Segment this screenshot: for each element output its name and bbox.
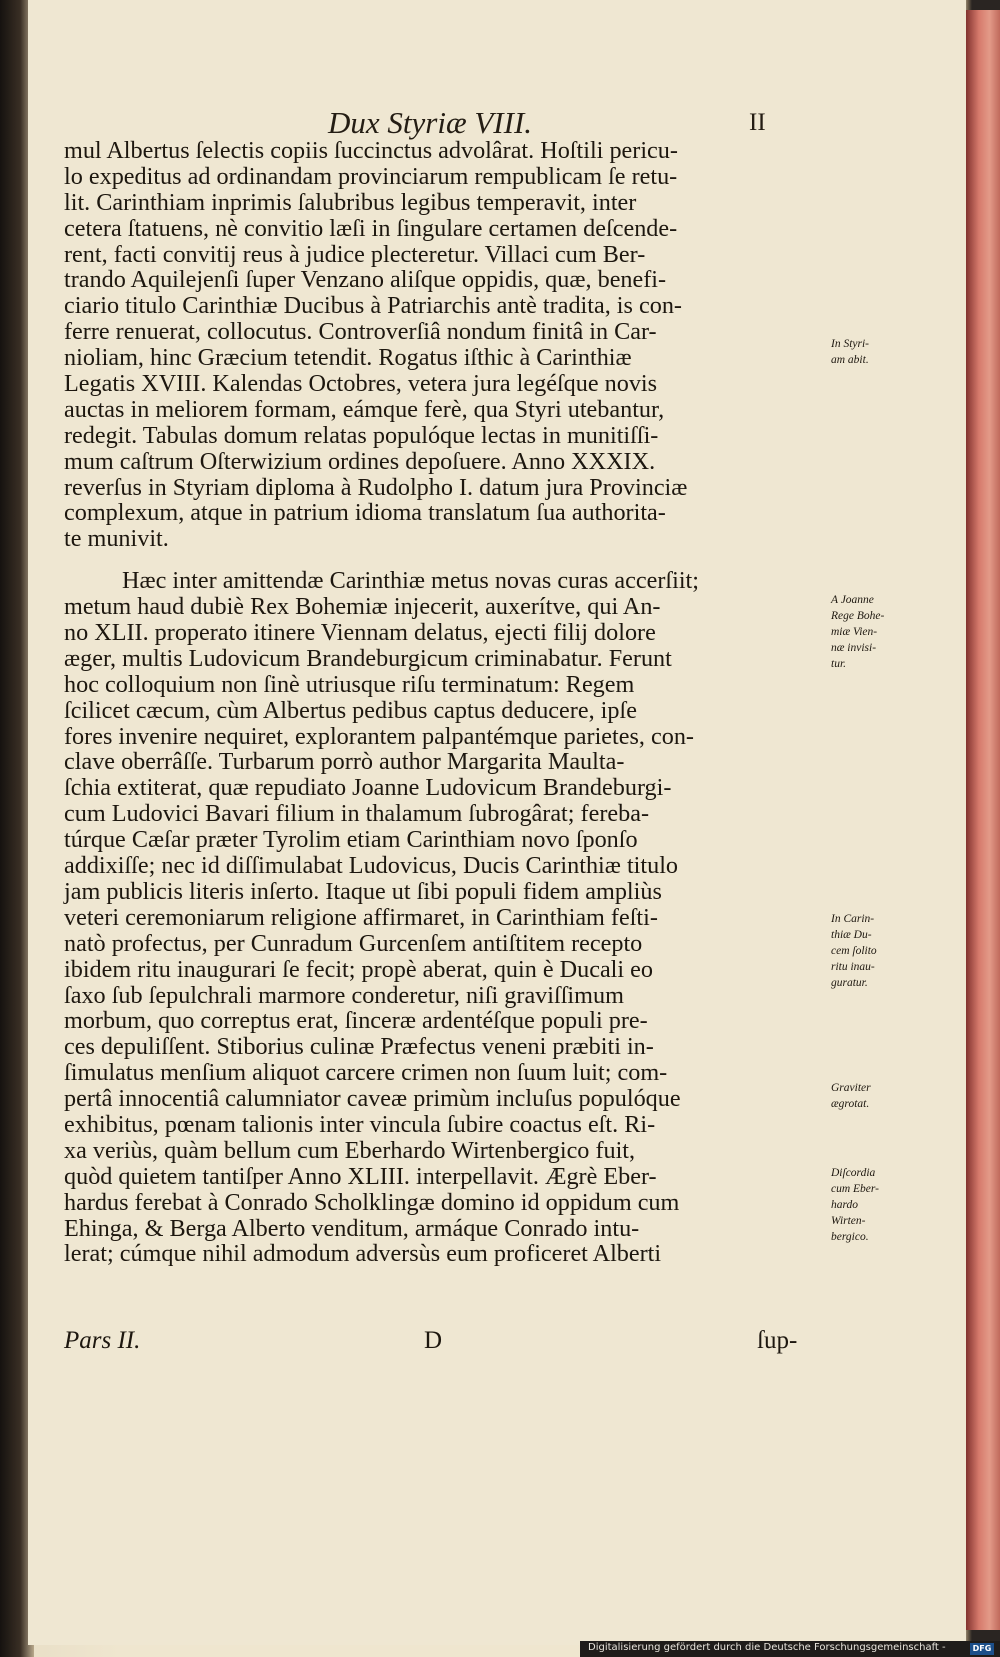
- margin-note-styria: [831, 336, 869, 368]
- note-line: miæ Vien-: [831, 626, 878, 638]
- digitization-credit-text: Digitalisierung gefördert durch die Deutsche Forschungsgemeinschaft -: [588, 1642, 946, 1653]
- text-line: mum caſtrum Oſterwizium ordines depoſuere. Anno XXXIX.: [64, 447, 656, 475]
- text-line: lo expeditus ad ordinandam provinciarum rempublicam ſe retu-: [64, 162, 678, 190]
- dfg-logo: DFG: [970, 1643, 994, 1655]
- text-line: ferre renuerat, collocutus. Controverſiâ nondum finitâ in Car-: [64, 318, 657, 346]
- note-line: Rege Bohe-: [831, 610, 885, 622]
- text-line: túrque Cæſar præter Tyrolim etiam Carinthiam novo ſponſo: [64, 826, 638, 854]
- text-line: reverſus in Styriam diploma à Rudolpho I. datum jura Provinciæ: [64, 473, 688, 501]
- text-line: addixiſſe; nec id diſſimulabat Ludovicus, Ducis Carinthiæ titulo: [64, 852, 679, 880]
- note-line: ægrotat.: [831, 1098, 870, 1110]
- margin-note-aegrotat: [831, 1080, 871, 1112]
- text-line: ciario titulo Carinthiæ Ducibus à Patriarchis antè tradita, is con-: [64, 292, 682, 320]
- text-line: natò profectus, per Cunradum Gurcenſem antiſtitem recepto: [64, 929, 643, 957]
- text-line: ſchia extiterat, quæ repudiato Joanne Ludovicum Brandeburgi-: [64, 774, 672, 802]
- body-text: [64, 137, 885, 1268]
- catchword: ſup-: [757, 1327, 798, 1354]
- note-line: am abit.: [831, 354, 869, 366]
- note-line: Wirten-: [831, 1215, 866, 1227]
- text-line: redegit. Tabulas domum relatas populóque lectas in munitiſſi-: [64, 421, 659, 449]
- text-line: æger, multis Ludovicum Brandeburgicum criminabatur. Ferunt: [64, 644, 672, 672]
- text-line: jam publicis literis inſerto. Itaque ut ſibi populi fidem ampliùs: [64, 877, 662, 905]
- book-page: [28, 0, 966, 1645]
- note-line: guratur.: [831, 977, 868, 989]
- text-line: ſcilicet cæcum, cùm Albertus pedibus captus deducere, ipſe: [64, 696, 637, 724]
- text-line: nioliam, hinc Græcium tetendit. Rogatus iſthic à Carinthiæ: [64, 344, 632, 372]
- text-line: ces depuliſſent. Stiborius culinæ Præfectus veneni præbiti in-: [64, 1033, 654, 1061]
- red-page-edge: [965, 10, 1000, 1630]
- text-line: no XLII. properato itinere Viennam delatus, ejecti filij dolore: [64, 619, 656, 647]
- paragraph-gap: [64, 552, 796, 568]
- part-label: Pars II.: [64, 1327, 141, 1354]
- running-title: Dux Styriæ VIII.: [328, 105, 533, 140]
- text-line: hoc colloquium non ſinè utriusque riſu terminatum: Regem: [64, 670, 635, 698]
- running-header: [28, 105, 788, 139]
- text-line: ſaxo ſub ſepulchrali marmore conderetur, niſi graviſſimum: [64, 981, 624, 1009]
- facing-page-bleed: [28, 150, 48, 690]
- note-line: In Carin-: [831, 913, 875, 925]
- text-line: auctas in meliorem formam, eámque ferè, qua Styri utebantur,: [64, 395, 665, 423]
- text-line: ibidem ritu inaugurari ſe fecit; propè aberat, quin è Ducali eo: [64, 955, 654, 983]
- note-line: Graviter: [831, 1082, 871, 1094]
- note-line: A Joanne: [831, 594, 874, 606]
- text-line: xa veriùs, quàm bellum cum Eberhardo Wirtenbergico fuit,: [64, 1136, 636, 1164]
- text-line: Ehinga, & Berga Alberto venditum, armáque Conrado intu-: [64, 1214, 640, 1242]
- text-line: exhibitus, pœnam talionis inter vincula ſubire coactus eſt. Ri-: [64, 1110, 656, 1138]
- note-line: cum Eber-: [831, 1183, 879, 1195]
- signature-mark: D: [424, 1327, 443, 1354]
- text-line: complexum, atque in patrium idioma translatum ſua authorita-: [64, 499, 666, 527]
- margin-note-discordia: [831, 1165, 879, 1245]
- text-line: te munivit.: [64, 525, 169, 553]
- note-line: In Styri-: [831, 338, 870, 350]
- text-line: fores invenire nequiret, explorantem palpantémque parietes, con-: [64, 722, 694, 750]
- digitization-credit-bar: [580, 1641, 1000, 1657]
- text-line: veteri ceremoniarum religione affirmaret, in Carinthiam feſti-: [64, 903, 658, 931]
- text-line: Legatis XVIII. Kalendas Octobres, vetera jura legéſque novis: [64, 370, 658, 398]
- margin-note-carinthia: [831, 911, 877, 991]
- note-line: cem ſolito: [831, 945, 877, 957]
- text-line: mul Albertus ſelectis copiis ſuccinctus advolârat. Hoſtili pericu-: [64, 137, 678, 164]
- text-line: clave oberrâſſe. Turbarum porrò author Margarita Maulta-: [64, 748, 625, 776]
- text-line: hardus ferebat à Conrado Scholklingæ domino id oppidum cum: [64, 1188, 680, 1216]
- text-line: trando Aquilejenſi ſuper Venzano aliſque oppidis, quæ, benefi-: [64, 266, 667, 294]
- text-line: lerat; cúmque nihil admodum adversùs eum proficeret Alberti: [64, 1240, 662, 1268]
- text-line: cetera ſtatuens, nè convitio læſi in ſingulare certamen deſcende-: [64, 214, 678, 242]
- text-line: morbum, quo correptus erat, ſinceræ ardentéſque populi pre-: [64, 1007, 648, 1035]
- note-line: hardo: [831, 1199, 859, 1211]
- note-line: thiæ Du-: [831, 929, 872, 941]
- note-line: ritu inau-: [831, 961, 875, 973]
- note-line: tur.: [831, 658, 847, 670]
- text-line: lit. Carinthiam inprimis ſalubribus legibus temperavit, inter: [64, 188, 637, 216]
- page-footer: [64, 1327, 804, 1359]
- note-line: næ invisi-: [831, 642, 877, 654]
- note-line: bergico.: [831, 1231, 869, 1243]
- text-line: metum haud dubiè Rex Bohemiæ injecerit, auxerítve, qui An-: [64, 593, 661, 621]
- page-number: II: [749, 109, 766, 136]
- text-line: rent, facti convitij reus à judice plecteretur. Villaci cum Ber-: [64, 240, 646, 268]
- text-line: ſimulatus menſium aliquot carcere crimen non ſuum luit; com-: [64, 1059, 668, 1087]
- text-line: pertâ innocentiâ calumniator caveæ primùm incluſus populóque: [64, 1085, 681, 1113]
- text-line: cum Ludovici Bavari filium in thalamum ſubrogârat; fereba-: [64, 800, 650, 828]
- note-line: Diſcordia: [831, 1167, 876, 1179]
- margin-note-bohemia: [831, 592, 884, 672]
- text-line: quòd quietem tantiſper Anno XLIII. interpellavit. Ægrè Eber-: [64, 1162, 657, 1190]
- text-line: Hæc inter amittendæ Carinthiæ metus novas curas accerſiit;: [122, 567, 699, 595]
